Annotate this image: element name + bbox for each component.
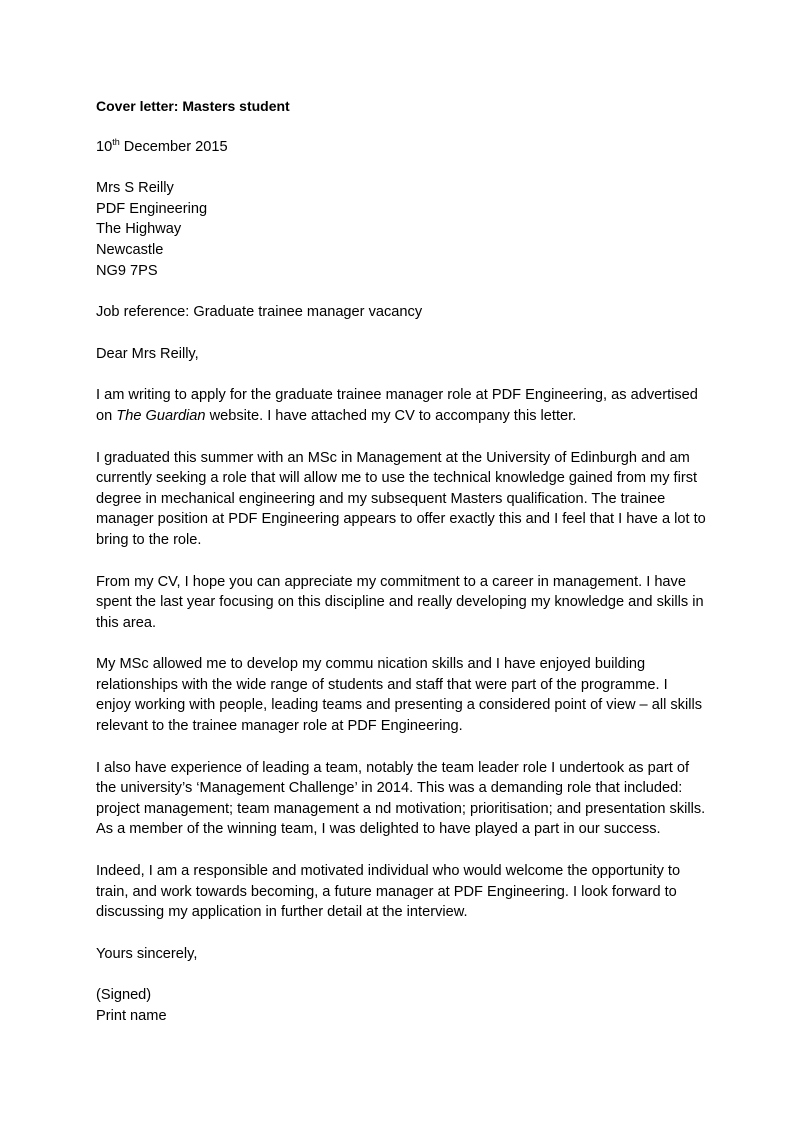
letter-date bbox=[96, 137, 706, 158]
recipient-address bbox=[96, 178, 706, 281]
date-suffix: th bbox=[112, 136, 120, 147]
paragraph-education: I graduated this summer with an MSc in Management at the University of Edinburgh and am currently seeking a role that will allow me to use the technical knowledge gained from my first degree in mechanical engineering and my subsequent Masters qualification. The trainee manager position at PDF Engineering appears to offer exactly this and I feel that I have a lot to bring to the role. bbox=[96, 449, 706, 548]
signed-line: (Signed) bbox=[96, 987, 152, 1004]
paragraph-conclusion: Indeed, I am a responsible and motivated individual who would welcome the opportunity to train, and work towards becoming, a future manager at PDF Engineering. I look forward to discussing my application in further detail at the interview. bbox=[96, 863, 681, 921]
paragraph-application-start: I am writing to apply for the graduate trainee manager role at PDF Engineering, as advertised on bbox=[96, 387, 698, 424]
address-line-name: Mrs S Reilly bbox=[96, 180, 174, 197]
address-line-company: PDF Engineering bbox=[96, 200, 208, 217]
paragraph-skills: My MSc allowed me to develop my commu nication skills and I have enjoyed building relationships with the wide range of students and staff that were part of the programme. I enjoy working with people, leading teams and presenting a considered point of view – all skills relevant to the trainee manager role at PDF Engineering. bbox=[96, 656, 702, 735]
publication-name: The Guardian bbox=[116, 407, 206, 424]
address-line-city: Newcastle bbox=[96, 241, 164, 258]
letter-page bbox=[96, 96, 706, 1027]
paragraph-application bbox=[96, 385, 706, 426]
date-day: 10 bbox=[96, 138, 113, 155]
job-reference: Job reference: Graduate trainee manager vacancy bbox=[96, 304, 423, 321]
address-line-postcode: NG9 7PS bbox=[96, 262, 158, 279]
salutation: Dear Mrs Reilly, bbox=[96, 345, 199, 362]
date-rest: December 2015 bbox=[119, 138, 228, 155]
paragraph-experience: I also have experience of leading a team, notably the team leader role I undertook as part of the university’s ‘Management Challenge’ in 2014. This was a demanding role that included: project management; team management a nd motivation; prioritisation; and presentation skills. As a member of the winning team, I was delighted to have played a part in our success. bbox=[96, 759, 706, 838]
paragraph-commitment: From my CV, I hope you can appreciate my commitment to a career in management. I have spent the last year focusing on this discipline and really developing my knowledge and skills in this area. bbox=[96, 573, 704, 631]
letter-title: Cover letter: Masters student bbox=[96, 98, 290, 114]
address-line-street: The Highway bbox=[96, 221, 182, 238]
print-name-line: Print name bbox=[96, 1008, 167, 1024]
signature-block bbox=[96, 985, 706, 1026]
closing: Yours sincerely, bbox=[96, 945, 198, 962]
paragraph-application-end: website. I have attached my CV to accompany this letter. bbox=[205, 407, 577, 424]
